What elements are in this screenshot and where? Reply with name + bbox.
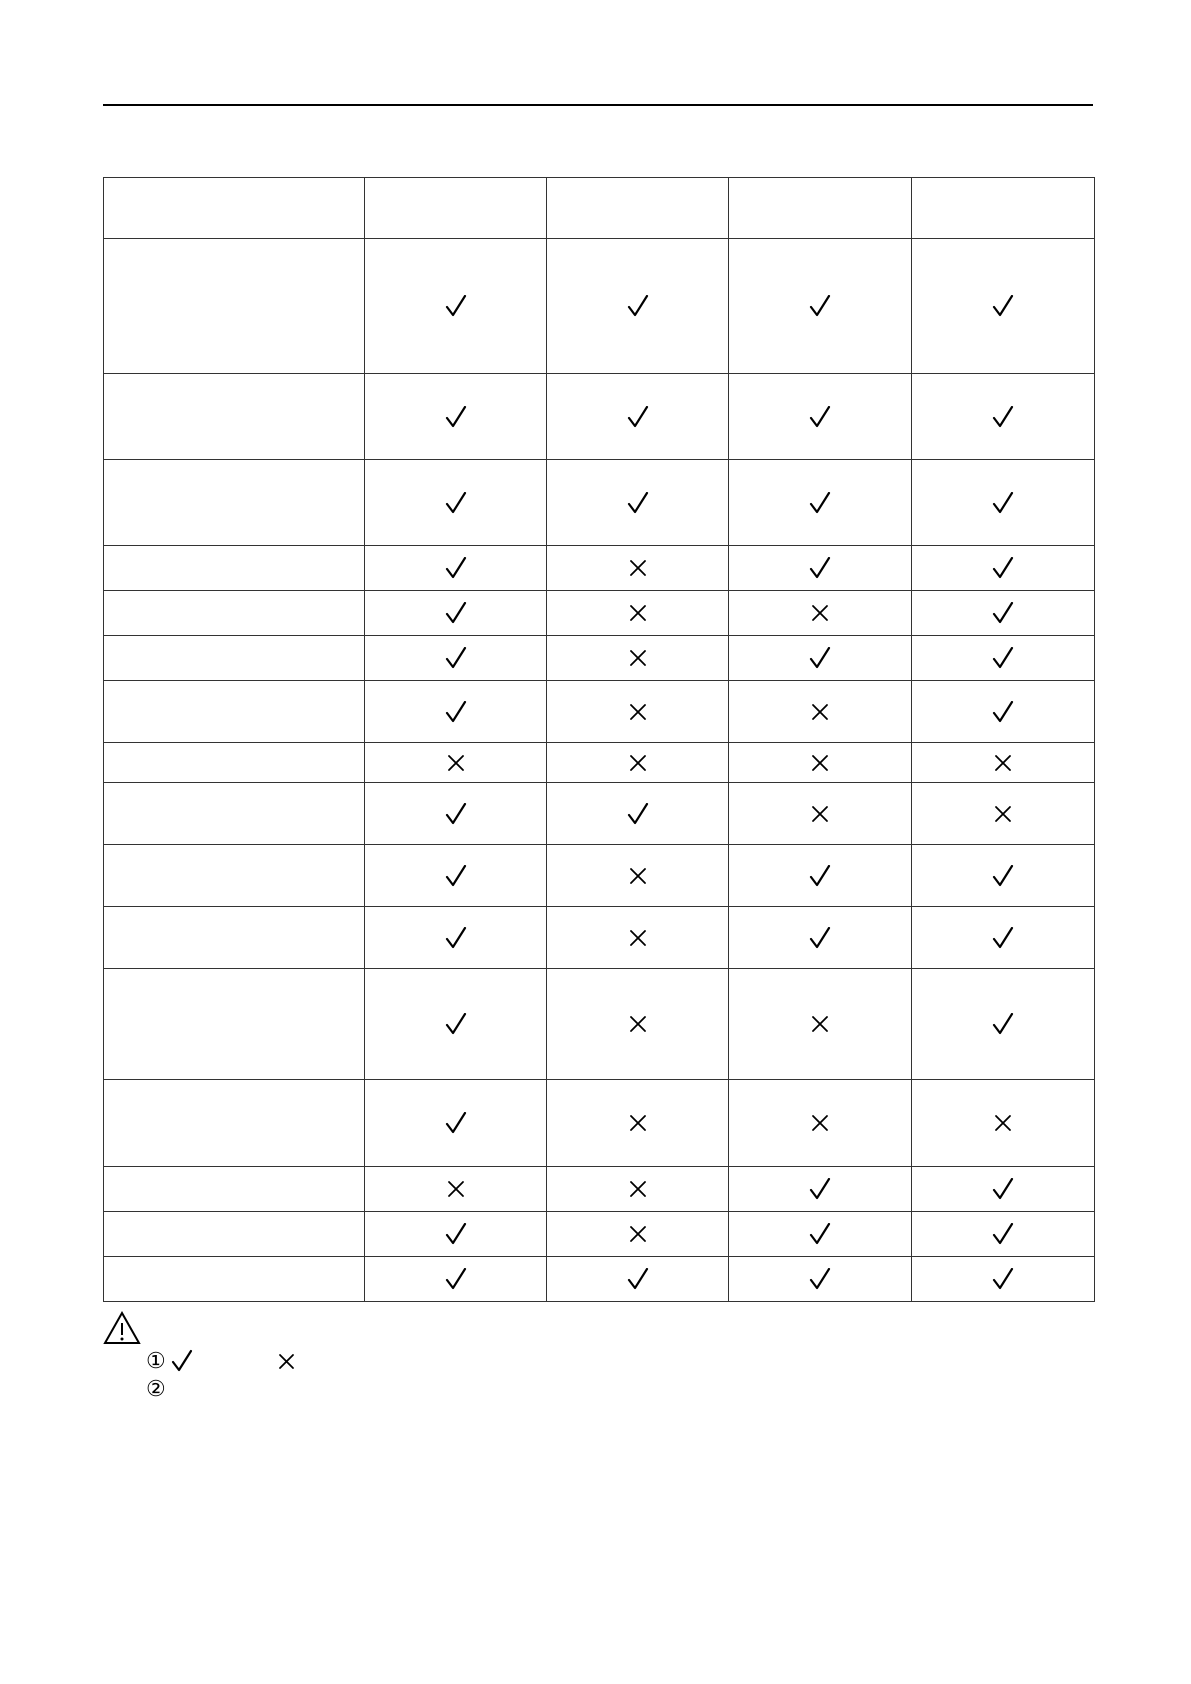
row-label-cell <box>104 845 365 907</box>
table-row <box>104 636 1095 681</box>
check-icon <box>445 647 467 669</box>
check-icon <box>445 927 467 949</box>
table-row <box>104 591 1095 636</box>
mark-cell <box>365 460 547 546</box>
check-icon <box>809 295 831 317</box>
mark-cell <box>729 1080 912 1167</box>
header-cell-model-2 <box>547 178 729 239</box>
mark-cell <box>547 845 729 907</box>
row-label-cell <box>104 546 365 591</box>
cross-icon <box>809 602 831 624</box>
check-icon <box>445 701 467 723</box>
check-icon <box>627 406 649 428</box>
row-label-cell <box>104 783 365 845</box>
mark-cell <box>547 460 729 546</box>
mark-cell <box>365 374 547 460</box>
mark-cell <box>365 636 547 681</box>
check-icon <box>445 295 467 317</box>
table-row <box>104 546 1095 591</box>
mark-cell <box>365 681 547 743</box>
check-icon <box>992 927 1014 949</box>
mark-cell <box>912 969 1095 1080</box>
mark-cell <box>365 239 547 374</box>
mark-cell <box>912 845 1095 907</box>
check-icon <box>992 1268 1014 1290</box>
mark-cell <box>912 907 1095 969</box>
mark-cell <box>365 845 547 907</box>
check-icon <box>809 1223 831 1245</box>
check-icon <box>627 1268 649 1290</box>
check-icon <box>992 865 1014 887</box>
check-icon <box>445 1013 467 1035</box>
mark-cell <box>729 460 912 546</box>
check-icon <box>445 803 467 825</box>
cross-icon <box>627 927 649 949</box>
cross-icon <box>809 803 831 825</box>
row-label-cell <box>104 969 365 1080</box>
row-label-cell <box>104 1167 365 1212</box>
check-icon <box>992 1223 1014 1245</box>
mark-cell <box>365 743 547 783</box>
mark-cell <box>912 546 1095 591</box>
table-row <box>104 1080 1095 1167</box>
mark-cell <box>912 1080 1095 1167</box>
mark-cell <box>729 783 912 845</box>
table-row <box>104 907 1095 969</box>
check-icon <box>809 927 831 949</box>
row-label-cell <box>104 591 365 636</box>
cross-icon <box>992 1112 1014 1134</box>
mark-cell <box>729 969 912 1080</box>
check-icon <box>992 1178 1014 1200</box>
table-body <box>104 239 1095 1302</box>
mark-cell <box>547 239 729 374</box>
row-label-cell <box>104 681 365 743</box>
header-cell-model-1 <box>365 178 547 239</box>
mark-cell <box>729 591 912 636</box>
cross-icon <box>627 1223 649 1245</box>
check-icon <box>992 295 1014 317</box>
check-icon <box>809 1268 831 1290</box>
mark-cell <box>729 907 912 969</box>
check-icon <box>445 406 467 428</box>
mark-cell <box>547 907 729 969</box>
mark-cell <box>912 239 1095 374</box>
mark-cell <box>547 681 729 743</box>
check-icon <box>445 1268 467 1290</box>
row-label-cell <box>104 743 365 783</box>
note-item-2 <box>146 1376 166 1402</box>
check-icon <box>992 492 1014 514</box>
mark-cell <box>729 1257 912 1302</box>
cross-icon <box>627 602 649 624</box>
mark-cell <box>729 239 912 374</box>
mark-cell <box>547 636 729 681</box>
mark-cell <box>912 1257 1095 1302</box>
check-icon <box>445 1223 467 1245</box>
cross-icon <box>627 701 649 723</box>
row-label-cell <box>104 907 365 969</box>
table-row <box>104 1257 1095 1302</box>
check-icon <box>992 602 1014 624</box>
mark-cell <box>729 374 912 460</box>
row-label-cell <box>104 239 365 374</box>
table-row <box>104 239 1095 374</box>
check-icon <box>445 492 467 514</box>
mark-cell <box>912 1167 1095 1212</box>
check-icon <box>627 803 649 825</box>
row-label-cell <box>104 460 365 546</box>
mark-cell <box>365 1080 547 1167</box>
table-row <box>104 845 1095 907</box>
mark-cell <box>912 743 1095 783</box>
mark-cell <box>547 1167 729 1212</box>
mark-cell <box>547 591 729 636</box>
cross-icon <box>992 803 1014 825</box>
check-icon <box>809 865 831 887</box>
feature-comparison-table <box>103 177 1095 1302</box>
cross-icon <box>627 647 649 669</box>
cross-icon <box>809 752 831 774</box>
header-cell-model-4 <box>912 178 1095 239</box>
mark-cell <box>547 374 729 460</box>
table-header-row <box>104 178 1095 239</box>
mark-cell <box>365 546 547 591</box>
row-label-cell <box>104 1080 365 1167</box>
cross-icon <box>809 701 831 723</box>
mark-cell <box>912 681 1095 743</box>
mark-cell <box>729 1212 912 1257</box>
check-icon <box>992 701 1014 723</box>
table-row <box>104 783 1095 845</box>
mark-cell <box>729 546 912 591</box>
warning-icon <box>103 1311 141 1345</box>
cross-icon <box>627 1013 649 1035</box>
check-icon <box>809 647 831 669</box>
header-rule <box>103 104 1093 106</box>
check-icon <box>170 1349 194 1373</box>
header-cell-model-3 <box>729 178 912 239</box>
mark-cell <box>547 1212 729 1257</box>
mark-cell <box>365 591 547 636</box>
mark-cell <box>547 1257 729 1302</box>
table-row <box>104 969 1095 1080</box>
check-icon <box>627 492 649 514</box>
mark-cell <box>547 783 729 845</box>
note-item-1 <box>146 1348 295 1374</box>
check-icon <box>992 647 1014 669</box>
mark-cell <box>365 907 547 969</box>
mark-cell <box>729 1167 912 1212</box>
check-icon <box>992 406 1014 428</box>
row-label-cell <box>104 636 365 681</box>
row-label-cell <box>104 1257 365 1302</box>
mark-cell <box>912 636 1095 681</box>
mark-cell <box>729 743 912 783</box>
cross-icon <box>627 1178 649 1200</box>
mark-cell <box>912 374 1095 460</box>
cross-icon <box>445 1178 467 1200</box>
mark-cell <box>912 591 1095 636</box>
mark-cell <box>547 1080 729 1167</box>
note-number-2: ② <box>146 1376 166 1402</box>
mark-cell <box>547 743 729 783</box>
check-icon <box>809 1178 831 1200</box>
cross-icon <box>627 557 649 579</box>
table-row <box>104 460 1095 546</box>
table-row <box>104 374 1095 460</box>
check-icon <box>809 557 831 579</box>
mark-cell <box>365 1212 547 1257</box>
check-icon <box>809 406 831 428</box>
cross-icon <box>809 1013 831 1035</box>
mark-cell <box>729 636 912 681</box>
note-number-1: ① <box>146 1348 166 1374</box>
mark-cell <box>912 460 1095 546</box>
check-icon <box>992 557 1014 579</box>
cross-icon <box>992 752 1014 774</box>
table-row <box>104 681 1095 743</box>
row-label-cell <box>104 374 365 460</box>
check-icon <box>992 1013 1014 1035</box>
mark-cell <box>912 1212 1095 1257</box>
mark-cell <box>547 546 729 591</box>
table-row <box>104 743 1095 783</box>
mark-cell <box>912 783 1095 845</box>
cross-icon <box>278 1353 295 1370</box>
cross-icon <box>627 752 649 774</box>
mark-cell <box>365 969 547 1080</box>
check-icon <box>445 865 467 887</box>
mark-cell <box>729 681 912 743</box>
mark-cell <box>729 845 912 907</box>
check-icon <box>445 1112 467 1134</box>
mark-cell <box>365 1167 547 1212</box>
cross-icon <box>627 1112 649 1134</box>
check-icon <box>627 295 649 317</box>
cross-icon <box>627 865 649 887</box>
row-label-cell <box>104 1212 365 1257</box>
mark-cell <box>365 783 547 845</box>
header-cell-feature <box>104 178 365 239</box>
table-row <box>104 1167 1095 1212</box>
cross-icon <box>809 1112 831 1134</box>
table-row <box>104 1212 1095 1257</box>
mark-cell <box>365 1257 547 1302</box>
check-icon <box>445 557 467 579</box>
check-icon <box>445 602 467 624</box>
check-icon <box>809 492 831 514</box>
mark-cell <box>547 969 729 1080</box>
cross-icon <box>445 752 467 774</box>
